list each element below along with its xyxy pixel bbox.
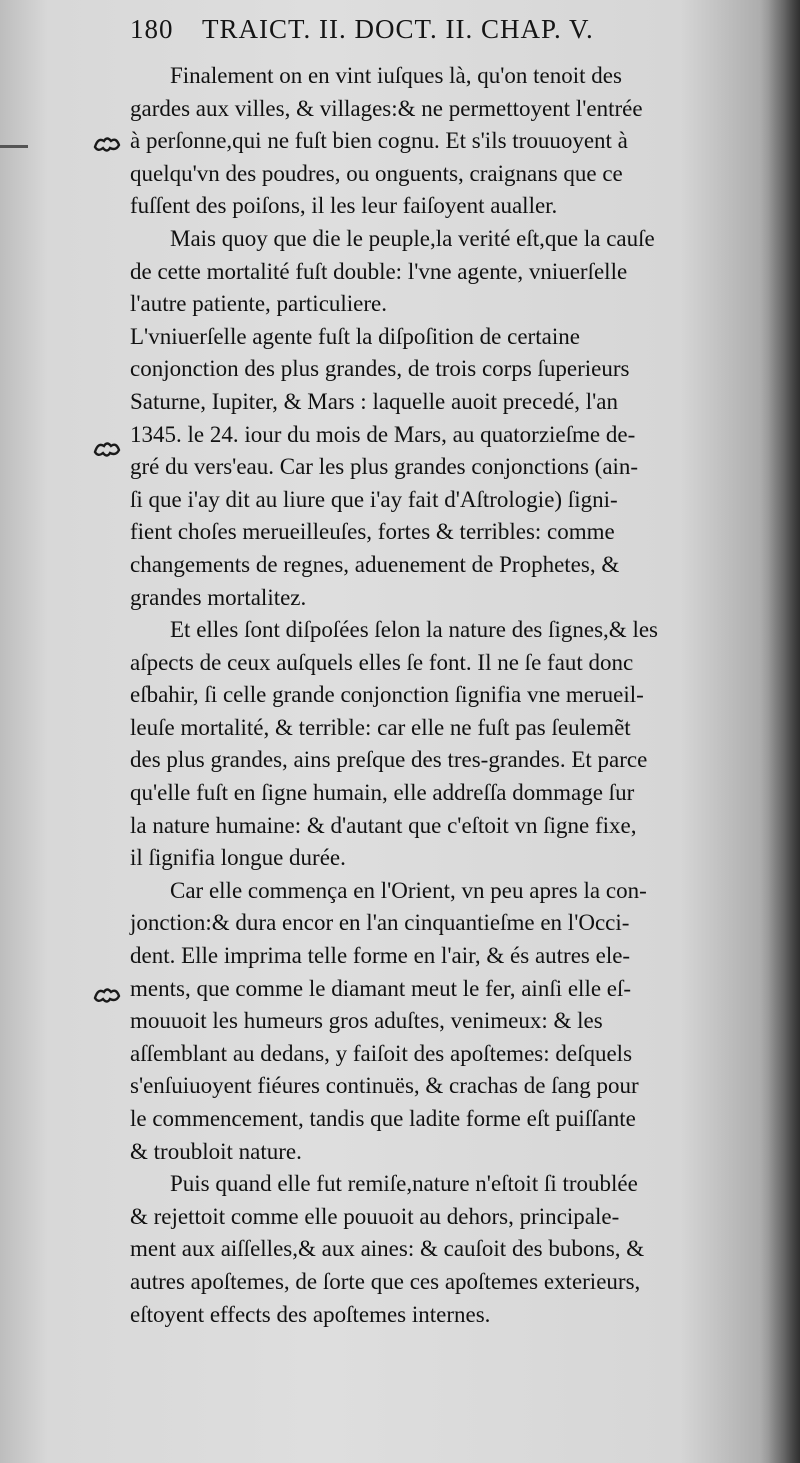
- paragraph: [130, 60, 758, 223]
- page-header: [130, 14, 730, 50]
- paragraph: [130, 1168, 758, 1331]
- paragraph: [130, 614, 758, 875]
- text-line: Saturne, Iupiter, & Mars : laquelle auoit precedé, l'an: [130, 388, 618, 414]
- text-line: fuſſent des poiſons, il les leur faiſoyent aualler.: [130, 193, 558, 219]
- manicule-icon: [92, 984, 122, 1006]
- text-line: qu'elle fuſt en ſigne humain, elle addreſſa dommage ſur: [130, 780, 635, 806]
- text-line: Mais quoy que die le peuple,la verité eſt,que la cauſe: [170, 225, 655, 251]
- running-title: TRAICT. II. DOCT. II. CHAP. V.: [202, 14, 594, 44]
- text-line: ments, que comme le diamant meut le fer, ainſi elle eſ-: [130, 975, 632, 1001]
- text-line: des plus grandes, ains preſque des tres-grandes. Et parce: [130, 747, 648, 773]
- text-line: ſi que i'ay dit au liure que i'ay fait d'Aſtrologie) ſigni-: [130, 486, 618, 512]
- text-line: le commencement, tandis que ladite forme eſt puiſſante: [130, 1106, 636, 1131]
- paragraph: [130, 321, 758, 614]
- text-line: aſſemblant au dedans, y faiſoit des apoſtemes: deſquels: [130, 1040, 633, 1066]
- manicule-icon: [92, 133, 122, 155]
- text-line: de cette mortalité fuſt double: l'vne agente, vniuerſelle: [130, 258, 628, 284]
- text-line: il ſignifia longue durée.: [130, 845, 346, 871]
- text-line: leuſe mortalité, & terrible: car elle ne fuſt pas ſeulemẽt: [130, 714, 631, 740]
- text-line: la nature humaine: & d'autant que c'eſtoit vn ſigne fixe,: [130, 812, 637, 838]
- text-line: autres apoſtemes, de ſorte que ces apoſtemes exterieurs,: [130, 1268, 641, 1294]
- text-line: Puis quand elle fut remiſe,nature n'eſtoit ſi troublée: [170, 1171, 638, 1197]
- text-line: mouuoit les humeurs gros aduſtes, venimeux: & les: [130, 1008, 603, 1034]
- text-line: & rejettoit comme elle pouuoit au dehors, principale-: [130, 1203, 620, 1229]
- text-line: gardes aux villes, & villages:& ne permettoyent l'entrée: [130, 95, 643, 121]
- text-line: Finalement on en vint iuſques là, qu'on tenoit des: [170, 63, 622, 88]
- text-line: quelqu'vn des poudres, ou onguents, craignans que ce: [130, 160, 623, 186]
- text-line: eſtoyent effects des apoſtemes internes.: [130, 1301, 491, 1327]
- margin-dash: [0, 145, 28, 148]
- text-line: & troubloit nature.: [130, 1138, 302, 1164]
- text-line: aſpects de ceux auſquels elles ſe font. Il ne ſe faut donc: [130, 649, 634, 675]
- text-line: gré du vers'eau. Car les plus grandes conjonctions (ain-: [130, 454, 639, 480]
- text-line: à perſonne,qui ne fuſt bien cognu. Et s'ils trouuoyent à: [130, 128, 628, 154]
- text-line: ment aux aiſſelles,& aux aines: & cauſoit des bubons, &: [130, 1236, 645, 1262]
- gutter-shadow: [760, 0, 800, 1463]
- body-text: [130, 60, 758, 1331]
- text-line: Car elle commença en l'Orient, vn peu apres la con-: [170, 877, 647, 903]
- text-line: conjonction des plus grandes, de trois corps ſuperieurs: [130, 356, 630, 382]
- text-line: l'autre patiente, particuliere.: [130, 291, 388, 317]
- paragraph: [130, 223, 758, 321]
- text-line: fient choſes merueilleuſes, fortes & terribles: comme: [130, 519, 615, 545]
- text-line: s'enſuiuoyent fiéures continuës, & crachas de ſang pour: [130, 1073, 639, 1099]
- text-line: 1345. le 24. iour du mois de Mars, au quatorzieſme de-: [130, 421, 636, 447]
- manicule-icon: [92, 438, 122, 460]
- paragraph: [130, 875, 758, 1168]
- text-line: changements de regnes, aduenement de Prophetes, &: [130, 551, 620, 577]
- text-line: jonction:& dura encor en l'an cinquantieſme en l'Occi-: [130, 910, 630, 936]
- text-line: dent. Elle imprima telle forme en l'air, & és autres ele-: [130, 943, 631, 969]
- text-line: Et elles ſont diſpoſées ſelon la nature des ſignes,& les: [170, 617, 658, 643]
- text-line: L'vniuerſelle agente fuſt la diſpoſition de certaine: [130, 323, 580, 349]
- text-line: eſbahir, ſi celle grande conjonction ſignifia vne merueil-: [130, 682, 644, 708]
- folio-number: 180: [130, 14, 174, 44]
- text-line: grandes mortalitez.: [130, 584, 307, 610]
